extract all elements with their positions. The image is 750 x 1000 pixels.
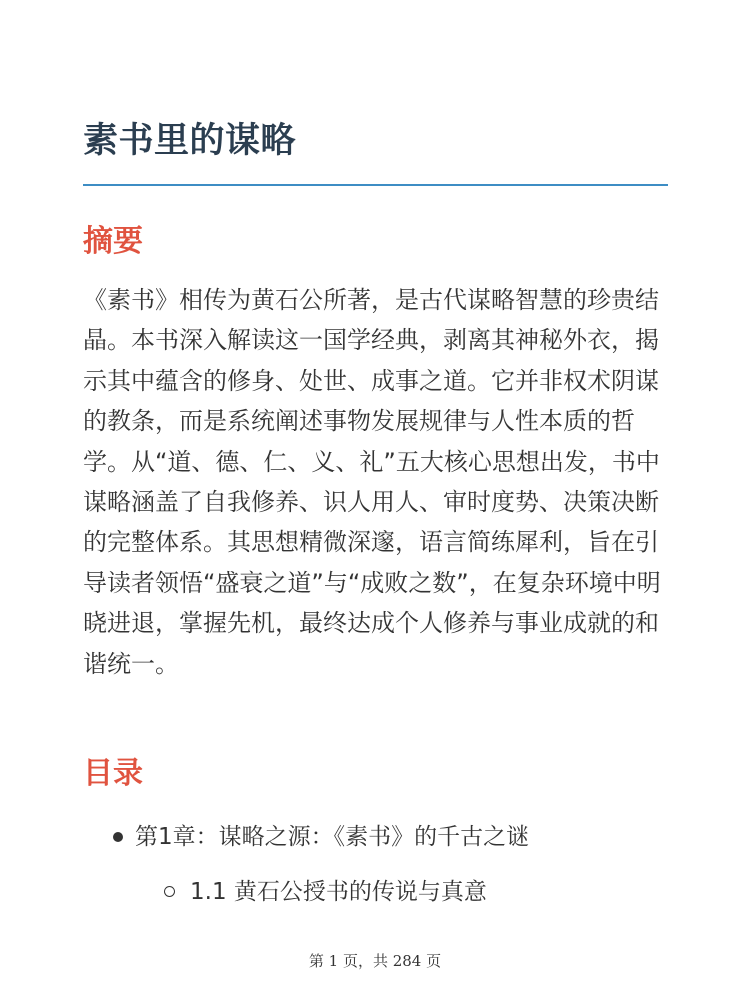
title-divider: [83, 184, 668, 186]
toc-item-chapter-1[interactable]: [83, 815, 668, 859]
toc-item-section-1-1[interactable]: [83, 870, 668, 914]
toc-item-label: 1.1 黄石公授书的传说与真意: [190, 879, 487, 905]
toc-heading: 目录: [83, 756, 143, 791]
bullet-circle-icon: [164, 886, 175, 897]
abstract-heading: 摘要: [83, 224, 143, 259]
page-number-footer: 第 1 页，共 284 页: [308, 952, 442, 970]
toc-list: [83, 815, 668, 914]
abstract-paragraph: 《素书》相传为黄石公所著，是古代谋略智慧的珍贵结晶。本书深入解读这一国学经典，剥离其神秘外衣，揭示其中蕴含的修身、处世、成事之道。它并非权术阴谋的教条，而是系统阐述事物发展规律与人性本质的哲学。从“道、德、仁、义、礼”五大核心思想出发，书中谋略涵盖了自我修养、识人用人、审时度势、决策决断的完整体系。其思想精微深邃，语言简练犀利，旨在引导读者领悟“盛衰之道”与“成败之数”，在复杂环境中明晓进退，掌握先机，最终达成个人修养与事业成就的和谐统一。: [83, 286, 661, 678]
document-title: 素书里的谋略: [83, 121, 297, 161]
document-page: [83, 0, 668, 1000]
toc-item-label: 第1章：谋略之源：《素书》的千古之谜: [135, 824, 530, 850]
bullet-disc-icon: [113, 832, 123, 842]
